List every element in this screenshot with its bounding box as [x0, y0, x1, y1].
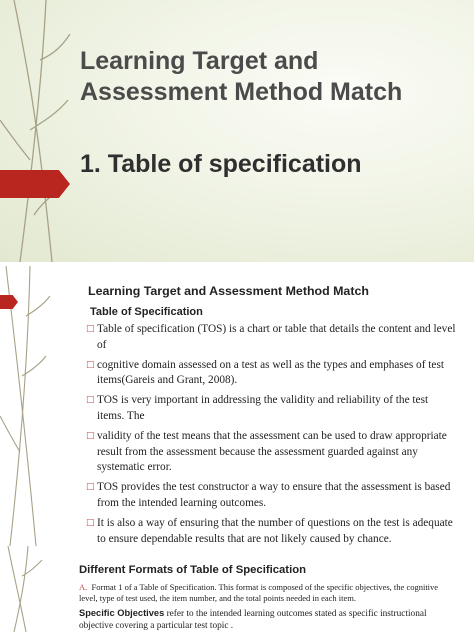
formats-slide: [0, 546, 474, 632]
term-definition: [79, 607, 457, 632]
format-item: [79, 582, 457, 605]
list-item: □ TOS is very important in addressing the validity and reliability of the test items. The: [86, 394, 429, 422]
bullet-icon: □: [86, 359, 95, 370]
bullet-list: [86, 322, 456, 546]
content-subheading: Table of Specification: [90, 306, 203, 318]
list-item: □ validity of the test means that the assessment can be used to draw appropriate result from the assessment because the assessment guarded against any systematic error.: [86, 429, 447, 474]
title-slide: [0, 0, 474, 262]
bullet-icon: □: [86, 430, 95, 441]
term-label: Specific Objectives: [79, 608, 165, 618]
list-item: □ It is also a way of ensuring that the number of questions on the test is adequate to ensure dependable results that are not likely caused by chance.: [86, 516, 453, 545]
branch-lines-icon: [0, 546, 70, 632]
bullet-icon: □: [86, 395, 95, 406]
list-item: □ Table of specification (TOS) is a chart or table that details the content and level of: [86, 323, 456, 351]
list-item: □ cognitive domain assessed on a test as well as the types and emphases of test items(Gareis and Grant, 2008).: [86, 358, 444, 387]
content-heading: Learning Target and Assessment Method Match: [88, 284, 369, 298]
red-arrow-icon: [0, 170, 70, 198]
item-text: Format 1 of a Table of Specification. This format is composed of the specific objectives, the cognitive level, type of test used, the item number, and the total points needed in each item.: [79, 582, 439, 604]
term-text: refer to the intended learning outcomes stated as specific instructional objective covering a particular test topic .: [79, 609, 427, 631]
item-letter: A.: [79, 582, 88, 592]
branch-lines-icon: [0, 0, 474, 262]
bullet-icon: □: [86, 482, 95, 493]
list-item: □ TOS provides the test constructor a way to ensure that the assessment is based from the intended learning outcomes.: [86, 481, 451, 509]
slide-title: Learning Target and Assessment Method Match: [80, 47, 403, 106]
formats-heading: Different Formats of Table of Specification: [79, 564, 307, 576]
bullet-icon: □: [86, 517, 95, 528]
bullet-icon: □: [86, 324, 95, 334]
slide-subtitle: 1. Table of specification: [80, 150, 362, 178]
content-slide: [0, 266, 474, 546]
